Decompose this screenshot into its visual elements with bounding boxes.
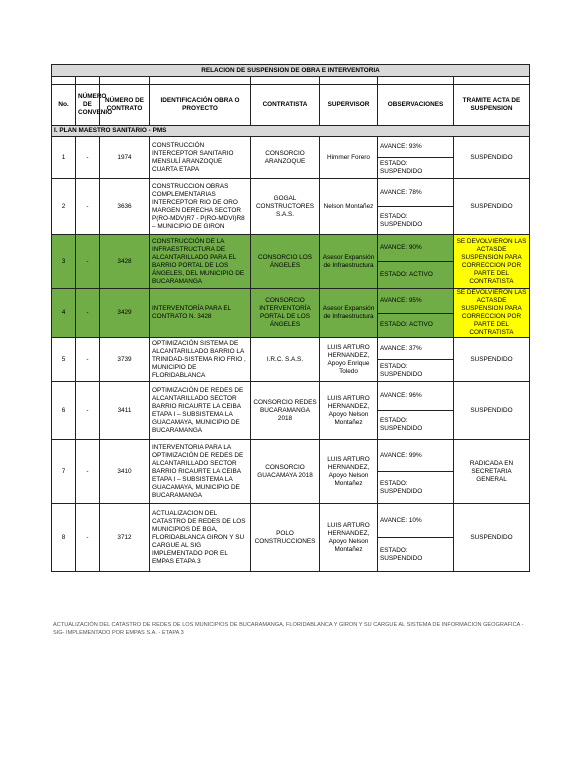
section-title: I. PLAN MAESTRO SANITARIO - PMS [52,126,530,137]
cell-avance: AVANCE: 93% [378,137,454,158]
table-row [52,382,530,411]
cell-contratista: CONSORCIO REDES BUCARAMANGA 2018 [251,382,320,440]
suspension-table [51,64,530,572]
cell-convenio: - [76,179,100,235]
cell-no: 6 [52,382,76,440]
cell-supervisor: Nelson Montañez [320,179,378,235]
cell-convenio: - [76,440,100,504]
cell-contratista: GOGAL CONSTRUCTORES S.A.S. [251,179,320,235]
cell-tramite: SUSPENDIDO [454,504,530,572]
cell-obra: CONSTRUCCIÓN DE LA INFRAESTRUCTURA DE ALCANTARILLADO PARA EL BARRIO PORTAL DE LOS ÁNGELES, DEL MUNICIPIO DE BUCARAMANGA [150,235,251,289]
cell-tramite: SUSPENDIDO [454,382,530,440]
cell-no: 4 [52,289,76,338]
cell-estado: ESTADO: ACTIVO [378,262,454,289]
cell-estado: ESTADO: SUSPENDIDO [378,538,454,572]
cell-contratista: CONSORCIO INTERVENTORÍA PORTAL DE LOS ÁNGELES [251,289,320,338]
cell-supervisor: LUIS ARTURO HERNANDEZ, Apoyo Nelson Montañez [320,440,378,504]
header-numero-convenio: NÚMERO DE CONVENIO [76,85,100,126]
cell-no: 1 [52,137,76,179]
table-title: RELACION DE SUSPENSION DE OBRA E INTERVENTORIA [52,65,530,77]
cell-convenio: - [76,137,100,179]
cell-obra: OPTIMIZACIÓN SISTEMA DE ALCANTARILLADO BARRIO LA TRINIDAD-SISTEMA RIO FRIO , MUNICIPIO DE FLORIDABLANCA [150,338,251,382]
cell-estado: ESTADO: ACTIVO [378,313,454,338]
cell-contratista: CONSORCIO ARANZOQUE [251,137,320,179]
header-contratista: CONTRATISTA [251,85,320,126]
cell-avance: AVANCE: 99% [378,440,454,472]
cell-no: 8 [52,504,76,572]
cell-contratista: CONSORCIO LOS ÁNGELES [251,235,320,289]
header-supervisor: SUPERVISOR [320,85,378,126]
cell-no: 3 [52,235,76,289]
table-row [52,235,530,262]
cell-no: 2 [52,179,76,235]
cell-convenio: - [76,382,100,440]
cell-contrato: 3410 [100,440,150,504]
cell-contratista: POLO CONSTRUCCIONES [251,504,320,572]
cell-convenio: - [76,289,100,338]
cell-obra: OPTIMIZACIÓN DE REDES DE ALCANTARILLADO SECTOR BARRIO RICAURTE LA CEIBA ETAPA I – SUBSISTEMA LA GUACAMAYA, MUNICIPIO DE BUCARAMANGA [150,382,251,440]
cell-obra: INTERVENTORÍA PARA EL CONTRATO N. 3428 [150,289,251,338]
cell-estado: ESTADO: SUSPENDIDO [378,207,454,235]
cell-avance: AVANCE: 95% [378,289,454,314]
header-no: No. [52,85,76,126]
cell-supervisor: LUIS ARTURO HERNANDEZ, Apoyo Nelson Montañez [320,382,378,440]
blank-row [52,77,530,85]
cell-avance: AVANCE: 96% [378,382,454,411]
cell-supervisor: Himmer Forero [320,137,378,179]
cell-tramite: SE DEVOLVIERON LAS ACTASDE SUSPENSION PARA CORRECCION POR PARTE DEL CONTRATISTA [454,235,530,289]
cell-tramite: SUSPENDIDO [454,179,530,235]
title-row [52,65,530,77]
cell-estado: ESTADO: SUSPENDIDO [378,411,454,440]
cell-estado: ESTADO: SUSPENDIDO [378,472,454,504]
cell-no: 5 [52,338,76,382]
cell-tramite: RADICADA EN SECRETARIA GENERAL [454,440,530,504]
cell-contrato: 3636 [100,179,150,235]
cell-obra: INTERVENTORIA PARA LA OPTIMIZACIÓN DE REDES DE ALCANTARILLADO SECTOR BARRIO RICAURTE LA CEIBA ETAPA I – SUBSISTEMA LA GUACAMAYA, MUNICIPIO DE BUCARAMANGA [150,440,251,504]
footer-note: ACTUALIZACIÓN DEL CATASTRO DE REDES DE LOS MUNICIPIOS DE BUCARAMANGA, FLORIDABLANCA Y GIRON Y SU CARGUE AL SISTEMA DE INFORMACION GEOGRAFICA - SIG- IMPLEMENTADO POR EMPAS S.A. - ETAPA 3 [53,622,524,636]
header-row [52,85,530,126]
cell-estado: ESTADO: SUSPENDIDO [378,360,454,382]
cell-supervisor: LUIS ARTURO HERNANDEZ, Apoyo Enrique Toledo [320,338,378,382]
header-observaciones: OBSERVACIONES [378,85,454,126]
table-row [52,179,530,207]
header-identificacion: IDENTIFICACIÓN OBRA O PROYECTO [150,85,251,126]
cell-estado: ESTADO: SUSPENDIDO [378,158,454,179]
cell-contrato: 3712 [100,504,150,572]
header-numero-contrato: NÚMERO DE CONTRATO [100,85,150,126]
section-row [52,126,530,137]
cell-avance: AVANCE: 90% [378,235,454,262]
table-row [52,440,530,472]
cell-contrato: 3429 [100,289,150,338]
cell-contrato: 3411 [100,382,150,440]
table-row [52,137,530,158]
cell-supervisor: Asesor Expansión de Infraestructura [320,235,378,289]
table-row [52,289,530,314]
cell-obra: CONSTRUCCION OBRAS COMPLEMENTARIAS INTERCEPTOR RIO DE ORO MARGEN DERECHA SECTOR P(RO-MDV)R7 - P(RO-MDVI)R8 – MUNICIPIO DE GIRON [150,179,251,235]
cell-supervisor: Asesor Expansión de Infraestructura [320,289,378,338]
cell-contratista: I.R.C. S.A.S. [251,338,320,382]
cell-no: 7 [52,440,76,504]
cell-contrato: 1974 [100,137,150,179]
cell-obra: ACTUALIZACION DEL CATASTRO DE REDES DE LOS MUNICIPIOS DE BGA, FLORIDABLANCA GIRON Y SU CARGUE AL SIG IMPLEMENTADO POR EL EMPAS ETAPA 3 [150,504,251,572]
cell-avance: AVANCE: 78% [378,179,454,207]
cell-convenio: - [76,338,100,382]
cell-contrato: 3428 [100,235,150,289]
cell-obra: CONSTRUCCIÓN INTERCEPTOR SANITARIO MENSULÍ ARANZOQUE CUARTA ETAPA [150,137,251,179]
cell-avance: AVANCE: 37% [378,338,454,360]
cell-convenio: - [76,235,100,289]
cell-tramite: SUSPENDIDO [454,338,530,382]
cell-tramite: SUSPENDIDO [454,137,530,179]
cell-avance: AVANCE: 10% [378,504,454,538]
cell-supervisor: LUIS ARTURO HERNANDEZ, Apoyo Nelson Montañez [320,504,378,572]
header-tramite: TRAMITE ACTA DE SUSPENSION [454,85,530,126]
cell-tramite: SE DEVOLVIERON LAS ACTASDE SUSPENSION PARA CORRECCION POR PARTE DEL CONTRATISTA [454,289,530,338]
cell-contrato: 3739 [100,338,150,382]
cell-contratista: CONSORCIO GUACAMAYA 2018 [251,440,320,504]
table-row [52,504,530,538]
cell-convenio: - [76,504,100,572]
table-row [52,338,530,360]
